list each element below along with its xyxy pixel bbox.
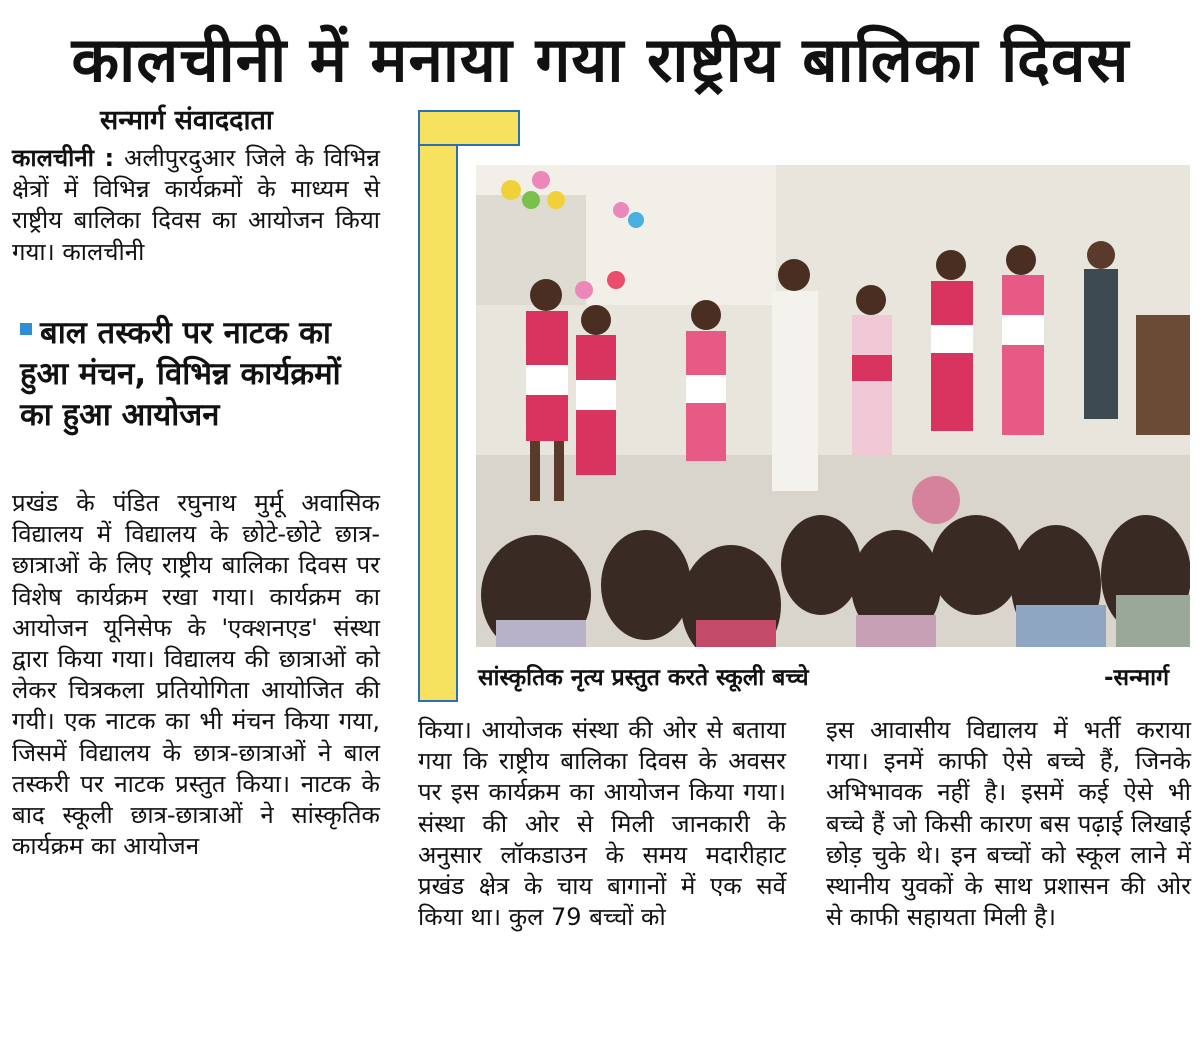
lead-paragraph — [12, 143, 380, 268]
news-photo — [476, 165, 1190, 647]
decorative-frame — [418, 110, 458, 702]
frame-edge — [456, 144, 458, 702]
bullet-icon — [20, 323, 32, 335]
dateline: कालचीनी : — [12, 144, 115, 172]
lead-text: अलीपुरदुआर जिले के विभिन्न क्षेत्रों में विभिन्न कार्यक्रमों के माध्यम से राष्ट्रीय बालिका दिवस का आयोजन किया गया। कालचीनी — [12, 144, 380, 266]
column-2-body: किया। आयोजक संस्था की ओर से बताया गया कि राष्ट्रीय बालिका दिवस के अवसर पर इस कार्यक्रम का आयोजन किया गया। संस्था की ओर से मिली जानकारी के अनुसार लॉकडाउन के समय मदारीहाट प्रखंड क्षेत्र के चाय बागानों में एक सर्वे किया था। कुल 79 बच्चों को — [418, 716, 786, 932]
photo-caption: सांस्कृतिक नृत्य प्रस्तुत करते स्कूली बच्चे — [478, 665, 809, 691]
photo-illustration — [476, 165, 1190, 647]
byline: सन्मार्ग संवाददाता — [100, 105, 273, 136]
column-3-body: इस आवासीय विद्यालय में भर्ती कराया गया। इनमें काफी ऐसे बच्चे हैं, जिनके अभिभावक नहीं है। इसमें कई ऐसे भी बच्चे हैं जो किसी कारण बस पढ़ाई लिखाई छोड़ चुके थे। इन बच्चों को स्कूल लाने में स्थानीय युवकों के साथ प्रशासन की ओर से काफी सहायता मिली है। — [826, 716, 1191, 932]
subheadline — [20, 313, 380, 436]
frame-edge — [518, 110, 520, 146]
photo-credit: -सन्मार्ग — [1104, 665, 1170, 691]
subheadline-text: बाल तस्करी पर नाटक का हुआ मंचन, विभिन्न कार्यक्रमों का हुआ आयोजन — [20, 315, 341, 433]
column-1-body: प्रखंड के पंडित रघुनाथ मुर्मू अवासिक विद्यालय में विद्यालय के छोटे-छोटे छात्र-छात्राओं के लिए राष्ट्रीय बालिका दिवस पर विशेष कार्यक्रम रखा गया। कार्यक्रम का आयोजन यूनिसेफ के 'एक्शनएड' संस्था द्वारा किया गया। विद्यालय की छात्राओं को लेकर चित्रकला प्रतियोगिता आयोजित की गयी। एक नाटक का भी मंचन किया गया, जिसमें विद्यालय के छात्र-छात्राओं ने बाल तस्करी पर नाटक प्रस्तुत किया। नाटक के बाद स्कूली छात्र-छात्राओं ने सांस्कृतिक कार्यक्रम का आयोजन — [12, 489, 380, 861]
decorative-frame-top — [418, 110, 520, 146]
headline: कालचीनी में मनाया गया राष्ट्रीय बालिका दिवस — [71, 23, 1130, 96]
frame-edge — [456, 144, 520, 146]
